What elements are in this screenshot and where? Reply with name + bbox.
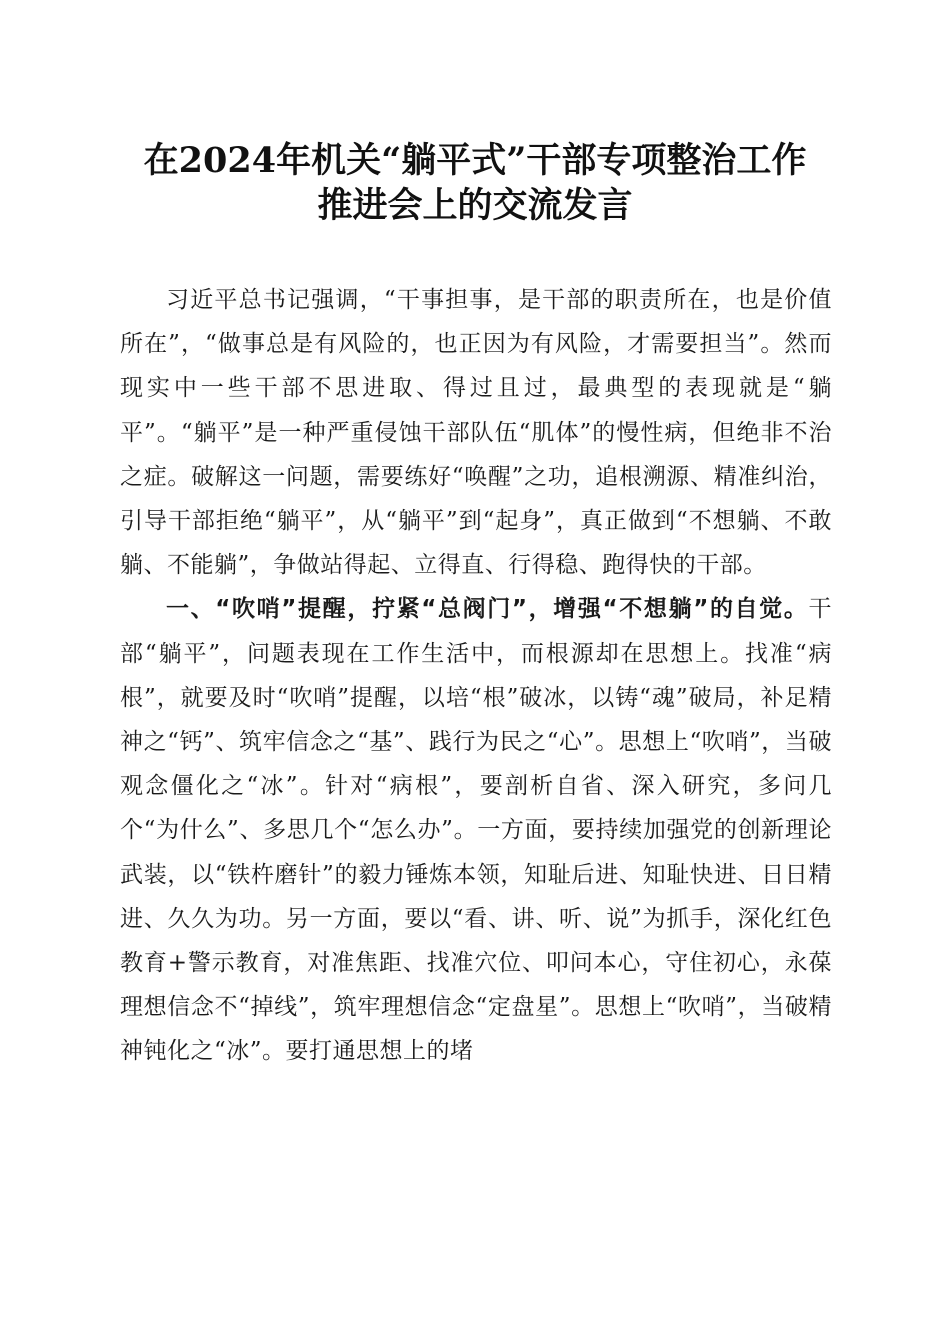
- section-1-paragraph: [120, 587, 832, 1073]
- document-body: [120, 278, 832, 1074]
- document-title: [100, 138, 850, 228]
- title-line-2: 推进会上的交流发言: [317, 185, 633, 226]
- section-1-heading: 一、“吹哨”提醒，拧紧“总阀门”，增强“不想躺”的自觉。: [166, 596, 809, 623]
- section-1-text: 干部“躺平”，问题表现在工作生活中，而根源却在思想上。找准“病根”，就要及时“吹哨”提醒，以培“根”破冰，以铸“魂”破局，补足精神之“钙”、筑牢信念之“基”、践行为民之“心”。思想上“吹哨”，当破观念僵化之“冰”。针对“病根”，要剖析自省、深入研究，多问几个“为什么”、多思几个“怎么办”。一方面，要持续加强党的创新理论武装，以“铁杵磨针”的毅力锤炼本领，知耻后进、知耻快进、日日精进、久久为功。另一方面，要以“看、讲、听、说”为抓手，深化红色教育+警示教育，对准焦距、找准穴位、叩问本心，守住初心，永葆理想信念不“掉线”，筑牢理想信念“定盘星”。思想上“吹哨”，当破精神钝化之“冰”。要打通思想上的堵: [120, 596, 832, 1065]
- title-line-1: 在2024年机关“躺平式”干部专项整治工作: [143, 140, 807, 181]
- intro-paragraph: 习近平总书记强调，“干事担事，是干部的职责所在，也是价值所在”，“做事总是有风险的，也正因为有风险，才需要担当”。然而现实中一些干部不思进取、得过且过，最典型的表现就是“躺平”。“躺平”是一种严重侵蚀干部队伍“肌体”的慢性病，但绝非不治之症。破解这一问题，需要练好“唤醒”之功，追根溯源、精准纠治，引导干部拒绝“躺平”，从“躺平”到“起身”，真正做到“不想躺、不敢躺、不能躺”，争做站得起、立得直、行得稳、跑得快的干部。: [120, 287, 832, 579]
